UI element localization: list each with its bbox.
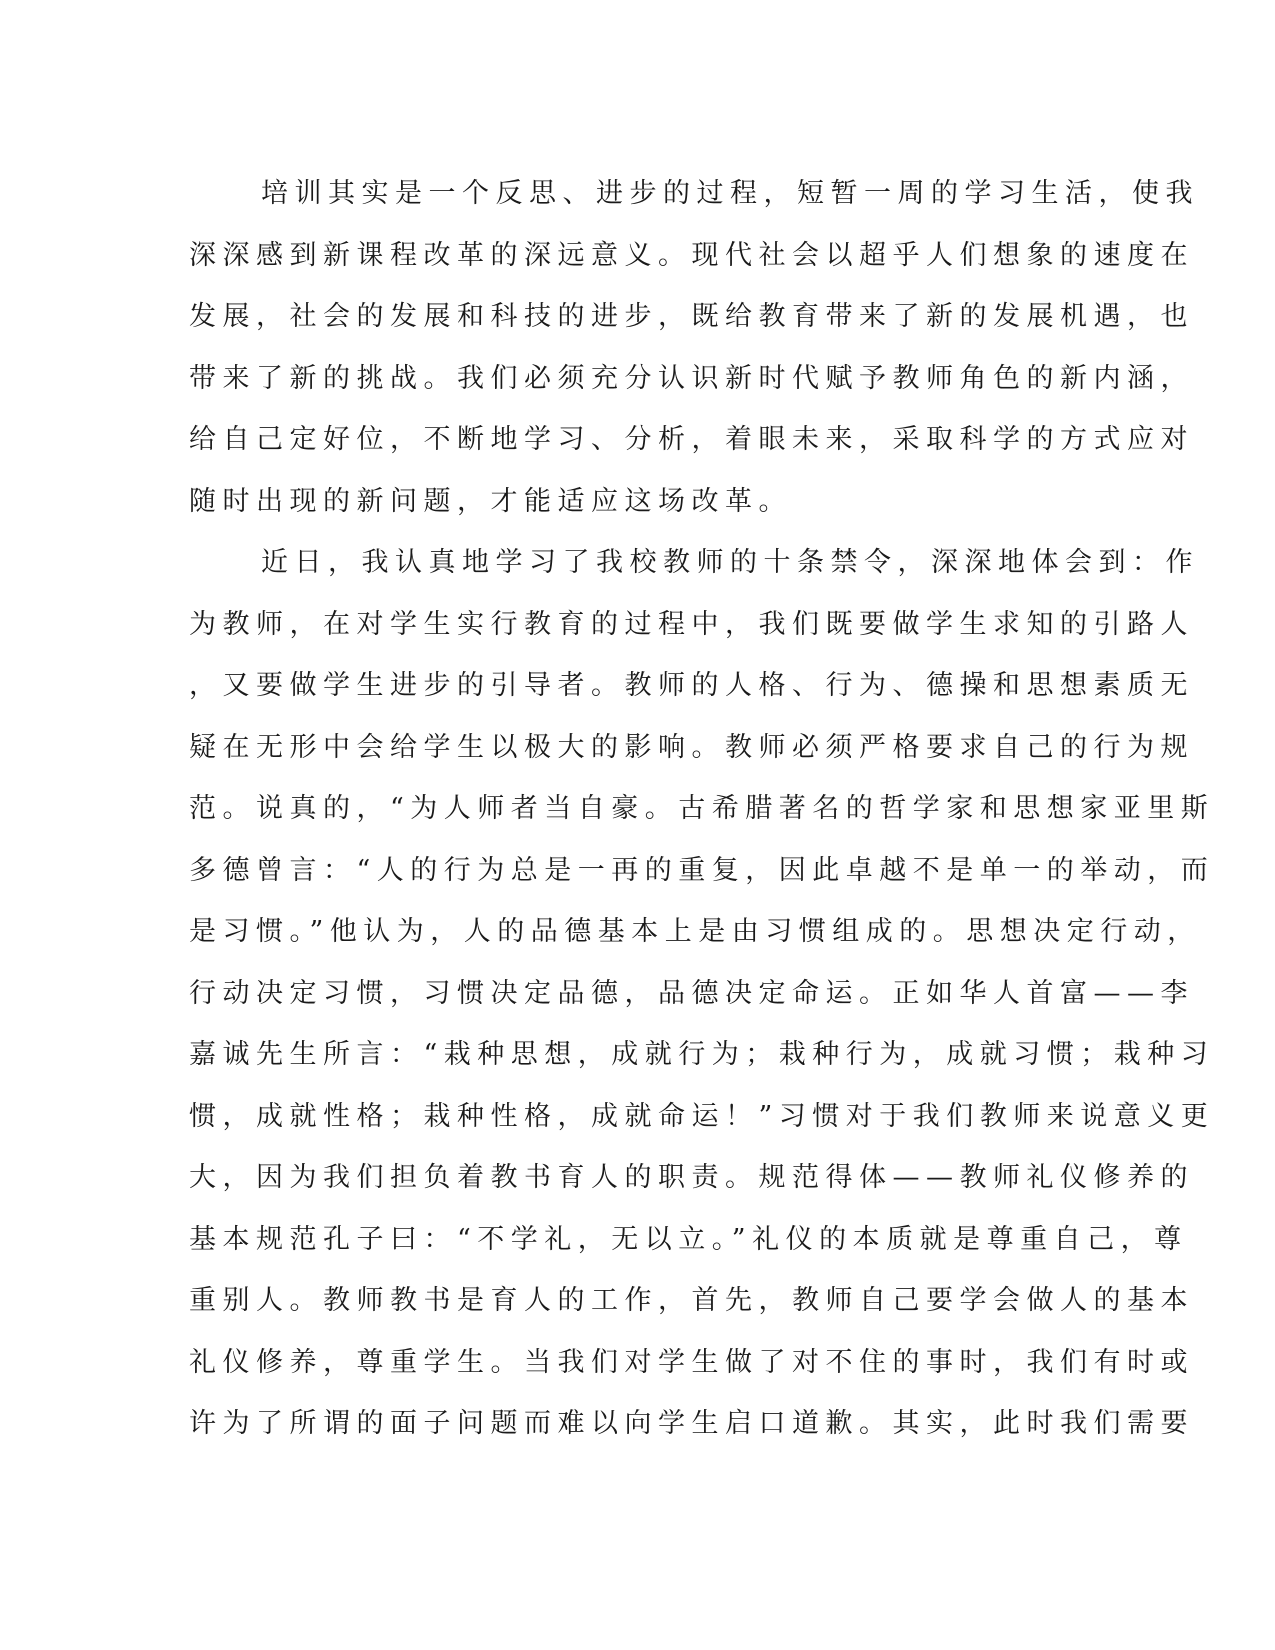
text-line: 多德曾言：“人的行为总是一再的重复，因此卓越不是单一的举动，而 <box>189 854 1215 886</box>
text-line: 近日，我认真地学习了我校教师的十条禁令，深深地体会到：作 <box>261 547 1199 578</box>
text-line: 惯，成就性格；栽种性格，成就命运！”习惯对于我们教师来说意义更 <box>189 1100 1215 1132</box>
text-line: 嘉诚先生所言：“栽种思想，成就行为；栽种行为，成就习惯；栽种习 <box>189 1039 1215 1070</box>
text-line: 基本规范孔子曰：“不学礼，无以立。”礼仪的本质就是尊重自己，尊 <box>189 1223 1188 1255</box>
text-line: 重别人。教师教书是育人的工作，首先，教师自己要学会做人的基本 <box>189 1285 1194 1316</box>
text-line: 大，因为我们担负着教书育人的职责。规范得体——教师礼仪修养的 <box>189 1162 1194 1193</box>
text-line: 行动决定习惯，习惯决定品德，品德决定命运。正如华人首富——李 <box>189 977 1194 1009</box>
text-line: 随时出现的新问题，才能适应这场改革。 <box>189 485 792 517</box>
text-line: 发展，社会的发展和科技的进步，既给教育带来了新的发展机遇，也 <box>189 301 1194 332</box>
text-line: 为教师，在对学生实行教育的过程中，我们既要做学生求知的引路人 <box>189 608 1194 640</box>
text-line: ，又要做学生进步的引导者。教师的人格、行为、德操和思想素质无 <box>189 670 1194 701</box>
text-line: 给自己定好位，不断地学习、分析，着眼未来，采取科学的方式应对 <box>189 424 1194 455</box>
text-line: 培训其实是一个反思、进步的过程，短暂一周的学习生活，使我 <box>261 178 1199 209</box>
text-line: 范。说真的，“为人师者当自豪。古希腊著名的哲学家和思想家亚里斯 <box>189 793 1215 824</box>
text-line: 深深感到新课程改革的深远意义。现代社会以超乎人们想象的速度在 <box>189 239 1194 271</box>
paragraph <box>189 163 1199 532</box>
text-line: 礼仪修养，尊重学生。当我们对学生做了对不住的事时，我们有时或 <box>189 1346 1194 1378</box>
text-line: 疑在无形中会给学生以极大的影响。教师必须严格要求自己的行为规 <box>189 731 1194 763</box>
body-text <box>189 163 1215 1455</box>
text-line: 是习惯。”他认为，人的品德基本上是由习惯组成的。思想决定行动， <box>189 916 1201 947</box>
text-line: 带来了新的挑战。我们必须充分认识新时代赋予教师角色的新内涵， <box>189 362 1194 394</box>
text-line: 许为了所谓的面子问题而难以向学生启口道歉。其实，此时我们需要 <box>189 1408 1194 1439</box>
paragraph <box>189 532 1215 1455</box>
